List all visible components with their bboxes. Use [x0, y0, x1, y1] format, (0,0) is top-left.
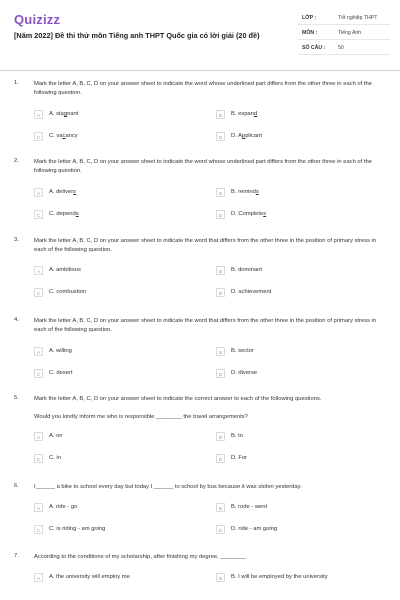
answer-option-c[interactable]: [34, 132, 194, 142]
option-letter-badge: B: [216, 266, 225, 275]
answer-option-d[interactable]: [216, 132, 386, 142]
meta-key: SỐ CÂU :: [302, 45, 326, 51]
underlined-part: s: [263, 211, 267, 217]
option-text: D. diverse: [231, 370, 258, 376]
underlined-part: s: [255, 189, 259, 195]
option-text: A. on: [49, 433, 63, 439]
option-letter-badge: B: [216, 503, 225, 512]
option-letter-badge: C: [34, 210, 43, 219]
option-text: C. in: [49, 455, 61, 461]
worksheet-meta: [298, 10, 390, 55]
meta-row-subject: [298, 25, 390, 40]
option-letter-badge: D: [216, 369, 225, 378]
meta-value: Tiếng Anh: [338, 30, 362, 36]
answer-option-a[interactable]: [34, 573, 194, 583]
question-number: 4.: [14, 317, 19, 323]
underlined-part: g: [63, 111, 68, 117]
option-text: B. rode - went: [231, 504, 268, 510]
question-text: Mark the letter A, B, C, D on your answer sheet to indicate the word whose underlined part differs from the other three in each of the following question.: [34, 159, 372, 174]
answer-option-d[interactable]: [216, 525, 386, 535]
answer-option-b[interactable]: [216, 266, 386, 276]
option-text: A. delivers: [49, 189, 77, 195]
underlined-part: s: [73, 189, 77, 195]
option-letter-badge: B: [216, 188, 225, 197]
option-letter-badge: C: [34, 454, 43, 463]
option-letter-badge: D: [216, 132, 225, 141]
option-letter-badge: A: [34, 573, 43, 582]
option-letter-badge: A: [34, 188, 43, 197]
question-text: I______ a bike to school every day but today I ______ to school by bus because it was stolen yesterday.: [34, 484, 302, 490]
option-text: D. For: [231, 455, 248, 461]
answer-option-a[interactable]: [34, 432, 194, 442]
answer-option-d[interactable]: [216, 454, 386, 464]
answer-option-b[interactable]: [216, 110, 386, 120]
option-text: B. reminds: [231, 189, 259, 195]
option-text: A. ride - go: [49, 504, 78, 510]
option-text: B. expand: [231, 111, 258, 117]
option-letter-badge: C: [34, 288, 43, 297]
question-text: According to the conditions of my scholarship, after finishing my degree, ________: [34, 554, 247, 560]
question-number: 6.: [14, 483, 19, 489]
answer-option-b[interactable]: [216, 573, 386, 583]
underlined-part: d: [253, 111, 258, 117]
answer-option-b[interactable]: [216, 503, 386, 513]
answer-option-c[interactable]: [34, 288, 194, 298]
answer-option-a[interactable]: [34, 188, 194, 198]
option-letter-badge: A: [34, 432, 43, 441]
answer-option-d[interactable]: [216, 288, 386, 298]
question-number: 2.: [14, 158, 19, 164]
option-text: D. Completes: [231, 211, 267, 217]
option-letter-badge: C: [34, 132, 43, 141]
underlined-part: c: [62, 133, 66, 139]
option-letter-badge: D: [216, 288, 225, 297]
option-text: C. combustion: [49, 289, 87, 295]
option-text: C. is riding - am going: [49, 526, 106, 532]
answer-option-b[interactable]: [216, 188, 386, 198]
option-text: D. achievement: [231, 289, 272, 295]
meta-row-class: [298, 10, 390, 25]
answer-option-b[interactable]: [216, 347, 386, 357]
option-text: D. Applicant: [231, 133, 262, 139]
answer-option-c[interactable]: [34, 210, 194, 220]
answer-option-c[interactable]: [34, 525, 194, 535]
meta-key: MÔN :: [302, 30, 318, 36]
answer-option-a[interactable]: [34, 266, 194, 276]
option-letter-badge: B: [216, 432, 225, 441]
question-text: Mark the letter A, B, C, D on your answer sheet to indicate the word that differs from the other three in the position of primary stress in each of the following question.: [34, 318, 377, 333]
option-letter-badge: A: [34, 110, 43, 119]
option-text: C. desert: [49, 370, 73, 376]
option-letter-badge: D: [216, 210, 225, 219]
option-text: A. the university will employ me: [49, 574, 130, 580]
option-text: C. depends: [49, 211, 79, 217]
option-text: B. dominant: [231, 267, 262, 273]
header-divider: [0, 70, 400, 71]
question-prompt: Would you kindly inform me who is responsible ________ the travel arrangements?: [34, 414, 248, 420]
answer-option-d[interactable]: [216, 369, 386, 379]
question-number: 7.: [14, 553, 19, 559]
meta-value: 50: [338, 45, 344, 51]
answer-option-c[interactable]: [34, 369, 194, 379]
answer-option-a[interactable]: [34, 347, 194, 357]
answer-option-c[interactable]: [34, 454, 194, 464]
option-text: B. I will be employed by the university: [231, 574, 328, 580]
option-letter-badge: A: [34, 266, 43, 275]
option-letter-badge: A: [34, 503, 43, 512]
option-letter-badge: C: [34, 525, 43, 534]
answer-option-d[interactable]: [216, 210, 386, 220]
option-letter-badge: B: [216, 347, 225, 356]
option-letter-badge: D: [216, 454, 225, 463]
option-letter-badge: D: [216, 525, 225, 534]
answer-option-a[interactable]: [34, 110, 194, 120]
option-text: B. to: [231, 433, 243, 439]
quizizz-logo: Quizizz: [14, 12, 61, 27]
option-letter-badge: B: [216, 110, 225, 119]
option-text: A. ambitious: [49, 267, 81, 273]
worksheet-header: [0, 0, 400, 62]
meta-row-count: [298, 40, 390, 55]
answer-option-b[interactable]: [216, 432, 386, 442]
option-letter-badge: A: [34, 347, 43, 356]
underlined-part: p: [241, 133, 246, 139]
question-number: 5.: [14, 395, 19, 401]
underlined-part: s: [75, 211, 79, 217]
option-letter-badge: C: [34, 369, 43, 378]
question-number: 1.: [14, 80, 19, 86]
question-text: Mark the letter A, B, C, D on your answer sheet to indicate the correct answer to each of the following questions.: [34, 396, 322, 402]
option-text: A. stagnant: [49, 111, 79, 117]
question-number: 3.: [14, 237, 19, 243]
meta-value: Tốt nghiệp THPT: [338, 15, 378, 21]
question-text: Mark the letter A, B, C, D on your answer sheet to indicate the word whose underlined part differs from the other three in each of the following question.: [34, 81, 372, 96]
option-text: A. willing: [49, 348, 72, 354]
answer-option-a[interactable]: [34, 503, 194, 513]
question-text: Mark the letter A, B, C, D on your answer sheet to indicate the word that differs from the other three in the position of primary stress in each of the following question.: [34, 238, 377, 253]
option-text: C. vacancy: [49, 133, 78, 139]
option-text: D. ride - am going: [231, 526, 278, 532]
option-text: B. sector: [231, 348, 254, 354]
option-letter-badge: B: [216, 573, 225, 582]
meta-key: LỚP :: [302, 15, 317, 21]
worksheet-title: [Năm 2022] Đề thi thử môn Tiếng anh THPT Quốc gia có lời giải (20 đề): [14, 31, 260, 40]
